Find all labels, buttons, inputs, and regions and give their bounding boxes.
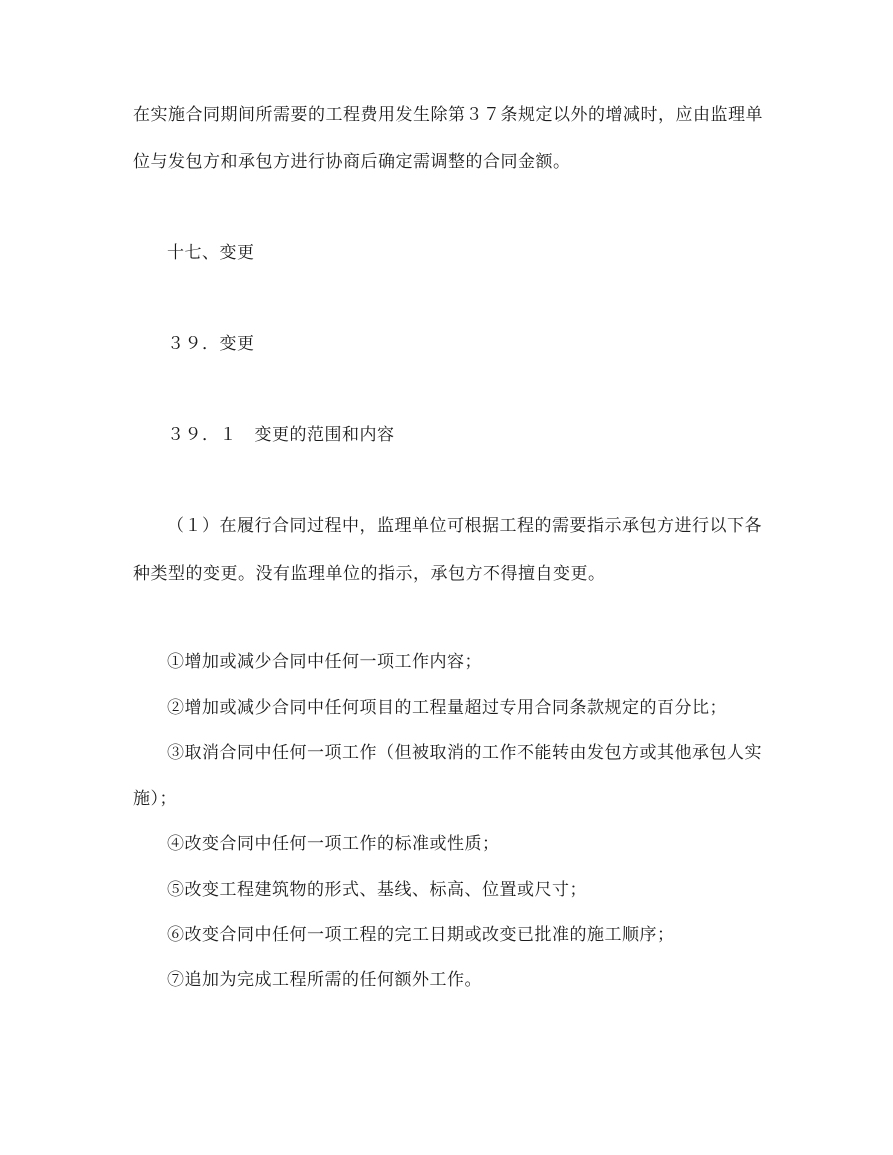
- list-item-6: ⑥改变合同中任何一项工程的完工日期或改变已批准的施工顺序；: [167, 925, 675, 945]
- intro-paragraph-line-1: 在实施合同期间所需要的工程费用发生除第３７条规定以外的增减时，应由监理单: [133, 105, 763, 125]
- list-item-4: ④改变合同中任何一项工作的标准或性质；: [167, 834, 500, 854]
- paragraph-1-line-2: 种类型的变更。没有监理单位的指示，承包方不得擅自变更。: [133, 564, 606, 584]
- intro-paragraph-line-2: 位与发包方和承包方进行协商后确定需调整的合同金额。: [133, 152, 571, 172]
- list-item-1: ①增加或减少合同中任何一项工作内容；: [167, 652, 482, 672]
- list-item-7: ⑦追加为完成工程所需的任何额外工作。: [167, 970, 482, 990]
- section-heading: 十七、变更: [167, 243, 255, 263]
- list-item-5: ⑤改变工程建筑物的形式、基线、标高、位置或尺寸；: [167, 880, 587, 900]
- paragraph-1-line-1: （１）在履行合同过程中，监理单位可根据工程的需要指示承包方进行以下各: [167, 516, 762, 536]
- list-item-3-line-2: 施）；: [133, 789, 177, 809]
- subclause-heading: ３９．１ 变更的范围和内容: [167, 425, 395, 445]
- list-item-2: ②增加或减少合同中任何项目的工程量超过专用合同条款规定的百分比；: [167, 698, 727, 718]
- list-item-3-line-1: ③取消合同中任何一项工作（但被取消的工作不能转由发包方或其他承包人实: [167, 743, 762, 763]
- clause-heading: ３９．变更: [167, 334, 255, 354]
